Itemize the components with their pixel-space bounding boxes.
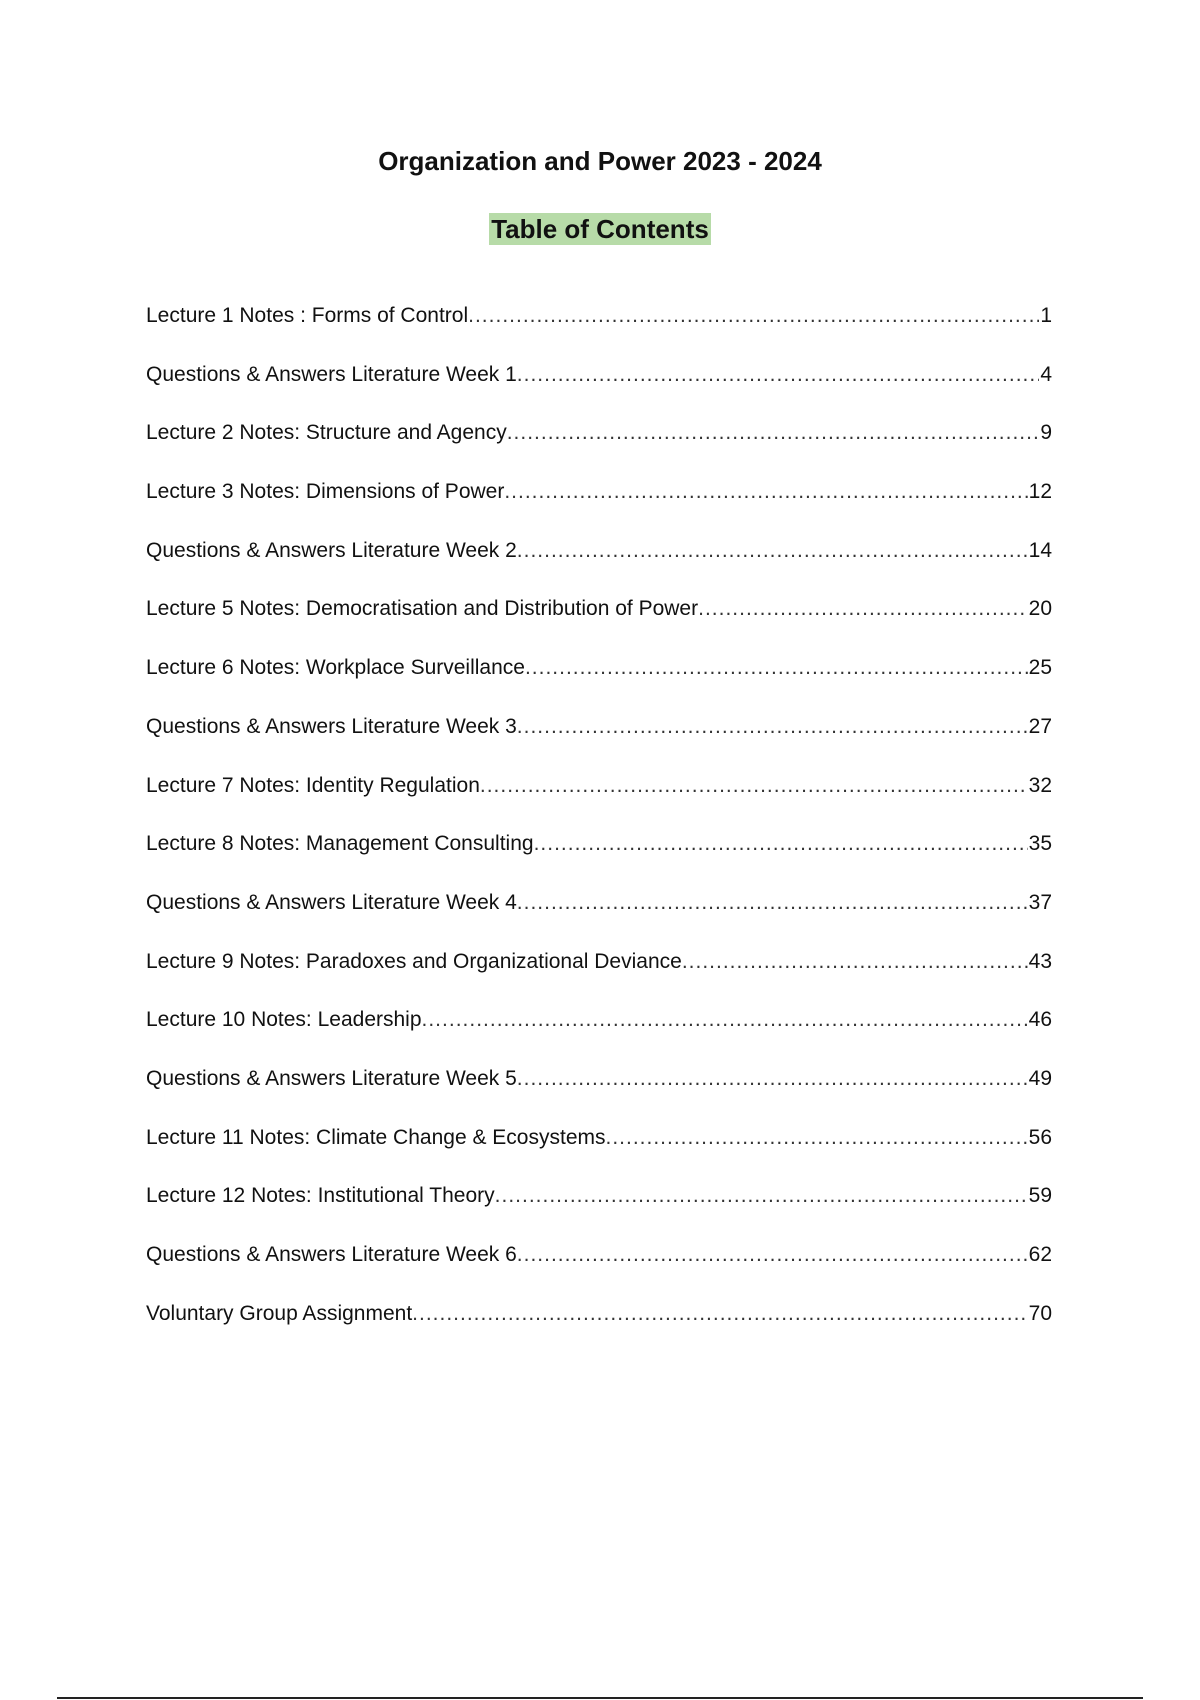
toc-entry-page: 9 — [1040, 421, 1052, 445]
toc-heading: Table of Contents — [491, 214, 709, 244]
toc-entry-title: Lecture 10 Notes: Leadership — [146, 1008, 422, 1032]
toc-list — [146, 301, 1052, 1357]
toc-entry-title: Voluntary Group Assignment — [146, 1301, 413, 1325]
toc-dot-leader — [480, 771, 1028, 801]
toc-entry-page: 14 — [1028, 538, 1052, 562]
toc-entry-page: 4 — [1040, 362, 1052, 386]
toc-entry[interactable] — [146, 1064, 1052, 1123]
toc-entry[interactable] — [146, 712, 1052, 771]
toc-dot-leader — [507, 418, 1040, 448]
toc-dot-leader — [517, 1064, 1028, 1094]
toc-entry[interactable] — [146, 947, 1052, 1006]
toc-entry[interactable] — [146, 888, 1052, 947]
toc-entry-title: Questions & Answers Literature Week 2 — [146, 538, 517, 562]
toc-dot-leader — [517, 712, 1028, 742]
toc-dot-leader — [504, 477, 1027, 507]
toc-entry[interactable] — [146, 536, 1052, 595]
toc-entry-title: Lecture 12 Notes: Institutional Theory — [146, 1184, 495, 1208]
toc-dot-leader — [698, 594, 1028, 624]
toc-entry-title: Lecture 8 Notes: Management Consulting — [146, 832, 534, 856]
toc-dot-leader — [422, 1005, 1028, 1035]
toc-entry-page: 59 — [1028, 1184, 1052, 1208]
toc-entry-page: 70 — [1028, 1301, 1052, 1325]
toc-entry[interactable] — [146, 1240, 1052, 1299]
toc-entry-page: 62 — [1028, 1243, 1052, 1266]
toc-entry[interactable] — [146, 653, 1052, 712]
toc-entry-title: Questions & Answers Literature Week 6 — [146, 1243, 517, 1266]
toc-entry-title: Lecture 2 Notes: Structure and Agency — [146, 421, 507, 445]
toc-entry-title: Lecture 9 Notes: Paradoxes and Organizational Deviance — [146, 949, 682, 973]
toc-entry[interactable] — [146, 1005, 1052, 1064]
toc-entry-title: Questions & Answers Literature Week 1 — [146, 362, 517, 386]
toc-entry-title: Lecture 1 Notes : Forms of Control — [146, 304, 469, 327]
toc-entry-title: Lecture 7 Notes: Identity Regulation — [146, 773, 480, 797]
page-bottom-rule — [57, 1697, 1143, 1699]
toc-entry-page: 46 — [1028, 1008, 1052, 1032]
toc-entry[interactable] — [146, 829, 1052, 888]
toc-dot-leader — [682, 947, 1028, 977]
toc-entry[interactable] — [146, 477, 1052, 536]
toc-entry-title: Questions & Answers Literature Week 3 — [146, 714, 517, 738]
toc-entry-page: 27 — [1028, 714, 1052, 738]
toc-entry[interactable] — [146, 418, 1052, 477]
document-title: Organization and Power 2023 - 2024 — [378, 146, 822, 176]
toc-entry-page: 43 — [1028, 949, 1052, 973]
toc-heading-container — [0, 213, 1200, 245]
toc-dot-leader — [468, 301, 1039, 331]
toc-dot-leader — [525, 653, 1028, 683]
toc-entry-page: 12 — [1028, 480, 1052, 504]
toc-entry-title: Lecture 5 Notes: Democratisation and Distribution of Power — [146, 597, 699, 621]
toc-entry-page: 56 — [1028, 1125, 1052, 1149]
toc-entry[interactable] — [146, 1181, 1052, 1240]
toc-entry-page: 35 — [1028, 832, 1052, 856]
toc-entry[interactable] — [146, 360, 1052, 419]
toc-entry-title: Questions & Answers Literature Week 4 — [146, 890, 517, 914]
toc-entry-page: 1 — [1040, 304, 1052, 327]
toc-dot-leader — [606, 1123, 1028, 1153]
toc-entry[interactable] — [146, 1299, 1052, 1358]
toc-entry-title: Lecture 11 Notes: Climate Change & Ecosystems — [146, 1125, 606, 1149]
toc-dot-leader — [495, 1181, 1028, 1211]
toc-entry[interactable] — [146, 594, 1052, 653]
toc-dot-leader — [412, 1299, 1027, 1329]
toc-entry[interactable] — [146, 1123, 1052, 1182]
toc-dot-leader — [534, 829, 1028, 859]
toc-entry-page: 49 — [1028, 1066, 1052, 1090]
toc-dot-leader — [517, 888, 1028, 918]
toc-entry-page: 25 — [1028, 656, 1052, 680]
toc-entry-page: 20 — [1028, 597, 1052, 621]
toc-entry-page: 37 — [1028, 890, 1052, 914]
toc-entry-title: Lecture 6 Notes: Workplace Surveillance — [146, 656, 525, 680]
toc-dot-leader — [517, 1240, 1028, 1270]
toc-dot-leader — [517, 536, 1028, 566]
toc-entry-page: 32 — [1028, 773, 1052, 797]
toc-entry-title: Questions & Answers Literature Week 5 — [146, 1066, 517, 1090]
toc-entry[interactable] — [146, 771, 1052, 830]
toc-dot-leader — [517, 360, 1040, 390]
toc-entry[interactable] — [146, 301, 1052, 360]
toc-entry-title: Lecture 3 Notes: Dimensions of Power — [146, 480, 505, 504]
